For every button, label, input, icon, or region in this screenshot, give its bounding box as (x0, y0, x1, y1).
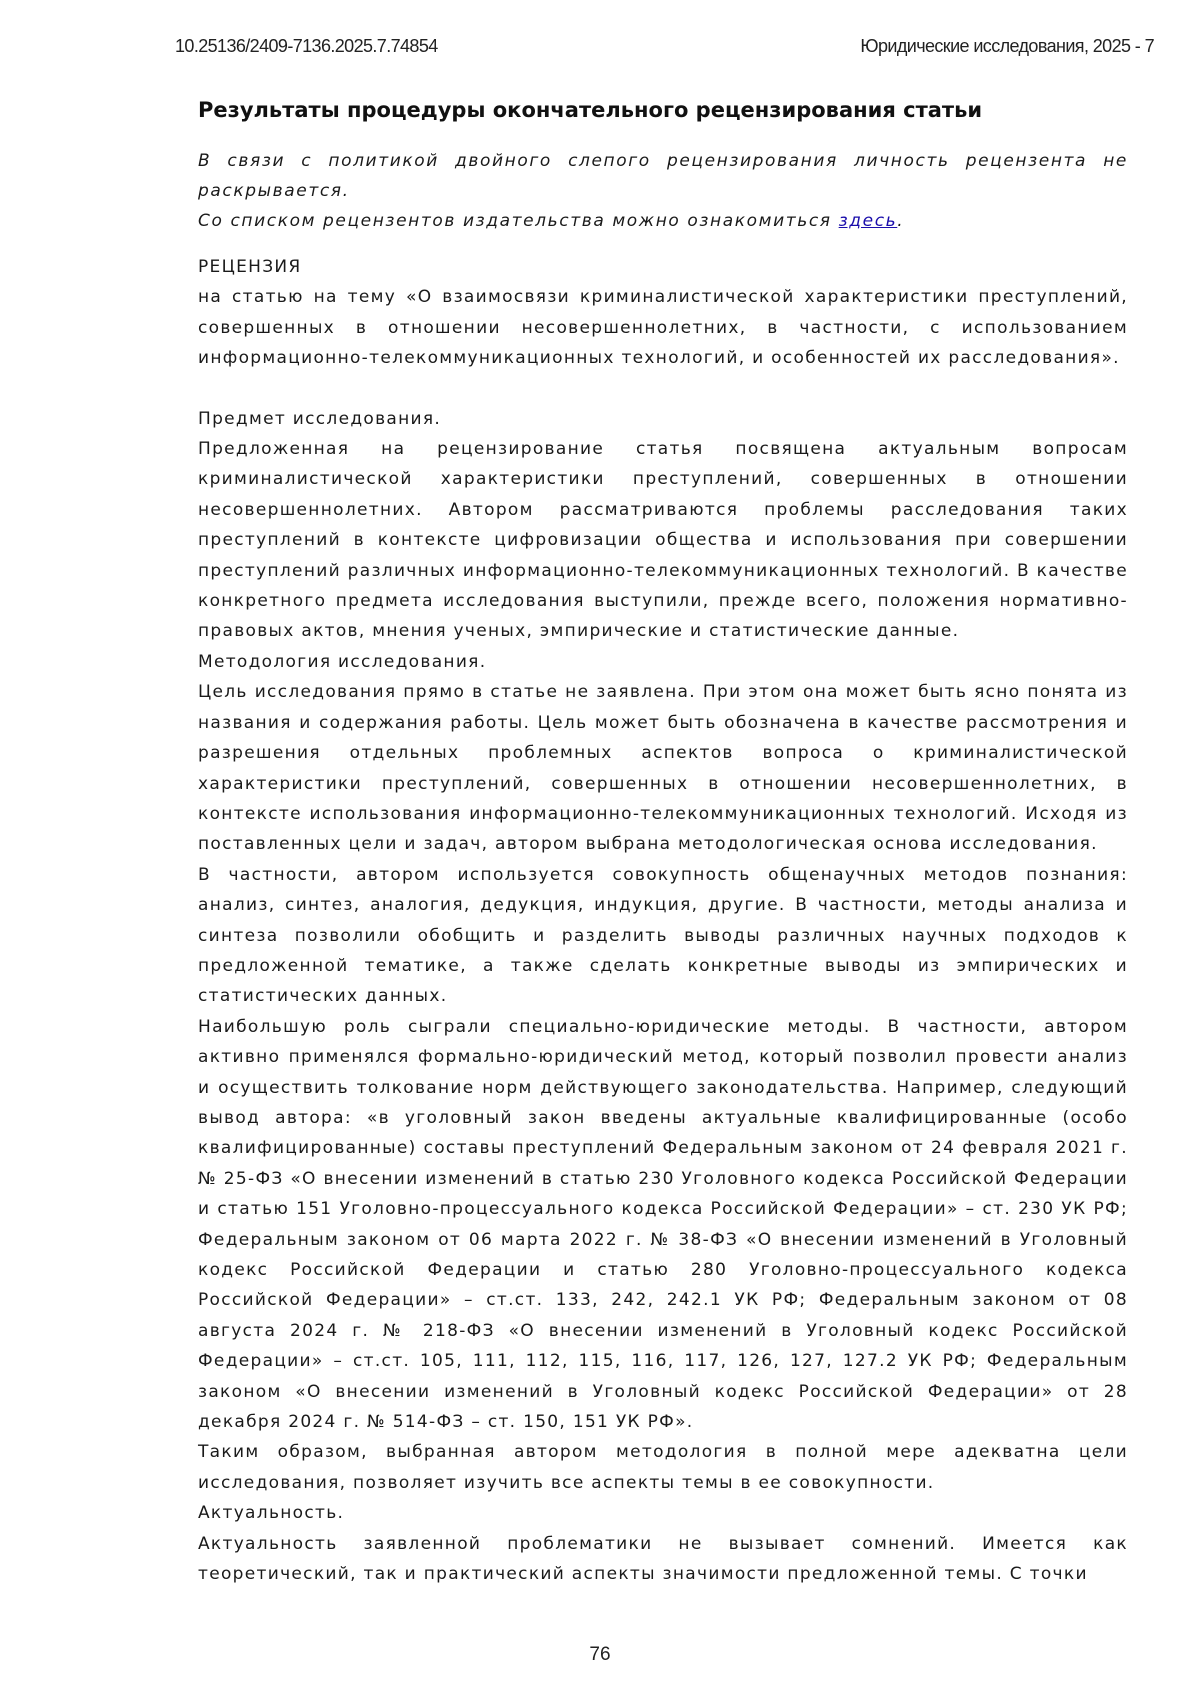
reviewers-list-link[interactable]: здесь (838, 211, 898, 231)
review-heading: РЕЦЕНЗИЯ (198, 257, 302, 277)
reviewers-list-punct: . (897, 211, 905, 231)
page-content (198, 95, 1128, 1589)
page-title: Результаты процедуры окончательного рецензирования статьи (198, 98, 983, 122)
paragraph-methodology-general: В частности, автором используется совокупность общенаучных методов познания: анализ, синтез, аналогия, дедукция, индукция, другие. В частности, методы анализа и синтеза позволили обобщить и разделить выводы различных научных подходов к предложенной тематике, а также сделать конкретные выводы из эмпирических и статистических данных. (198, 864, 1128, 1007)
paragraph-relevance: Актуальность заявленной проблематики не вызывает сомнений. Имеется как теоретический, так и практический аспекты значимости предложенной темы. С точки (198, 1533, 1128, 1585)
section-heading-subject: Предмет исследования. (198, 408, 442, 429)
review-subject: на статью на тему «О взаимосвязи криминалистической характеристики преступлений, совершенных в отношении несовершеннолетних, в частности, с использованием информационно-телекоммуникационных технологий, и особенностей их расследования». (198, 287, 1128, 369)
section-heading-methodology: Методология исследования. (198, 651, 487, 672)
review-policy-note (198, 146, 1128, 236)
page-number: 76 (589, 1644, 611, 1665)
paragraph-subject: Предложенная на рецензирование статья посвящена актуальным вопросам криминалистической характеристики преступлений, совершенных в отношении несовершеннолетних. Автором рассматриваются проблемы расследования таких преступлений в контексте цифровизации общества и использования при совершении преступлений различных информационно-телекоммуникационных технологий. В качестве конкретного предмета исследования выступили, прежде всего, положения нормативно-правовых актов, мнения ученых, эмпирические и статистические данные. (198, 439, 1128, 642)
blind-review-note: В связи с политикой двойного слепого рецензирования личность рецензента не раскрывается. (198, 151, 1128, 201)
review-body (198, 252, 1128, 1589)
reviewers-list-text: Со списком рецензентов издательства можно ознакомиться (198, 211, 839, 231)
paragraph-methodology-legal: Наибольшую роль сыграли специально-юридические методы. В частности, автором активно применялся формально-юридический метод, который позволил провести анализ и осуществить толкование норм действующего законодательства. Например, следующий вывод автора: «в уголовный закон введены актуальные квалифицированные (особо квалифицированные) составы преступлений Федеральным законом от 24 февраля 2021 г. № 25-ФЗ «О внесении изменений в статью 230 Уголовного кодекса Российской Федерации и статью 151 Уголовно-процессуального кодекса Российской Федерации» – ст. 230 УК РФ; Федеральным законом от 06 марта 2022 г. № 38-ФЗ «О внесении изменений в Уголовный кодекс Российской Федерации и статью 280 Уголовно-процессуального кодекса Российской Федерации» – ст.ст. 133, 242, 242.1 УК РФ; Федеральным законом от 08 августа 2024 г. № 218-ФЗ «О внесении изменений в Уголовный кодекс Российской Федерации» – ст.ст. 105, 111, 112, 115, 116, 117, 126, 127, 127.2 УК РФ; Федеральным законом «О внесении изменений в Уголовный кодекс Российской Федерации» от 28 декабря 2024 г. № 514-ФЗ – ст. 150, 151 УК РФ». (198, 1016, 1128, 1433)
paragraph-methodology-goal: Цель исследования прямо в статье не заявлена. При этом она может быть ясно понята из названия и содержания работы. Цель может быть обозначена в качестве рассмотрения и разрешения отдельных проблемных аспектов вопроса о криминалистической характеристики преступлений, совершенных в отношении несовершеннолетних, в контексте использования информационно-телекоммуникационных технологий. Исходя из поставленных цели и задач, автором выбрана методологическая основа исследования. (198, 682, 1128, 855)
reviewers-list-note (198, 206, 1128, 236)
section-heading-relevance: Актуальность. (198, 1503, 345, 1524)
paragraph-methodology-conclusion: Таким образом, выбранная автором методология в полной мере адекватна цели исследования, позволяет изучить все аспекты темы в ее совокупности. (198, 1442, 1128, 1493)
journal-issue: Юридические исследования, 2025 - 7 (860, 36, 1154, 56)
article-doi: 10.25136/2409-7136.2025.7.74854 (175, 36, 438, 56)
